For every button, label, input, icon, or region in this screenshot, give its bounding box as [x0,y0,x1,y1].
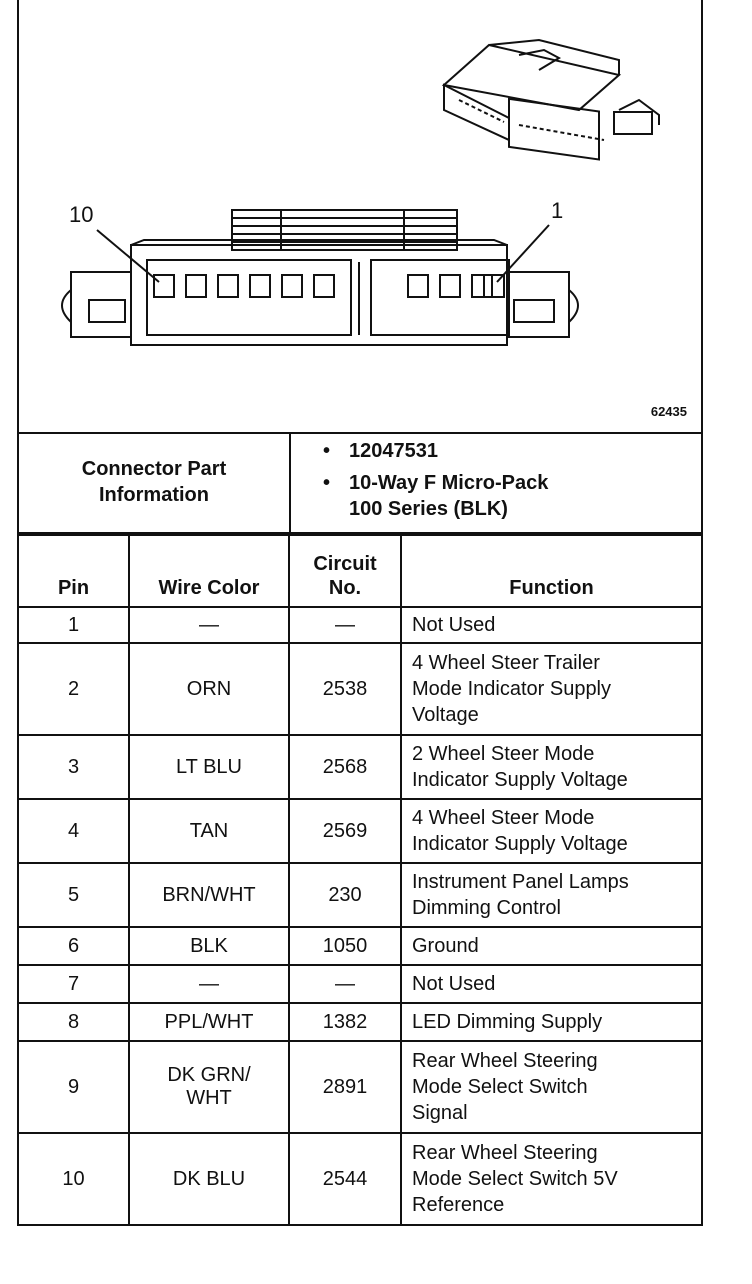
connector-figure [19,0,701,434]
pin-cell: 5 [19,863,129,927]
table-row [19,799,701,863]
connector-description: 10-Way F Micro-Pack 100 Series (BLK) [349,472,549,520]
circuit-cell: — [289,965,401,1003]
connector-sheet [17,0,703,1226]
pin-10-leader [97,230,159,282]
header-function: Function [401,535,701,607]
connector-drawing [19,0,701,432]
table-row [19,863,701,927]
pin-1-leader [497,225,549,282]
function-cell: Rear Wheel Steering Mode Select Switch 5V Reference [401,1133,701,1225]
pin-cell: 10 [19,1133,129,1225]
pin-cell: 2 [19,643,129,735]
connector-part-info [19,432,701,534]
connector-info-label [19,432,291,532]
table-row [19,643,701,735]
pin-cell: 4 [19,799,129,863]
header-circuit-no: Circuit No. [289,535,401,607]
table-header-row [19,535,701,607]
wire-color-cell: — [129,965,289,1003]
table-row [19,607,701,643]
wire-color-cell: DK BLU [129,1133,289,1225]
wire-color-cell: ORN [129,643,289,735]
function-cell: Ground [401,927,701,965]
connector-info-label-text: Connector Part Information [81,458,227,506]
circuit-cell: 2538 [289,643,401,735]
circuit-cell: 230 [289,863,401,927]
wire-color-cell: DK GRN/ WHT [129,1041,289,1133]
function-cell: Instrument Panel Lamps Dimming Control [401,863,701,927]
pin-cell: 6 [19,927,129,965]
part-number-item [309,438,699,464]
figure-number: 62435 [650,404,687,419]
wire-color-cell: BRN/WHT [129,863,289,927]
table-row [19,1133,701,1225]
pinout-table [19,534,701,1226]
function-cell: 4 Wheel Steer Mode Indicator Supply Voltage [401,799,701,863]
pin-cell: 3 [19,735,129,799]
pin-1-label: 1 [551,198,564,223]
table-row [19,927,701,965]
pin-cavities [154,275,504,297]
connector-description-item [309,470,699,522]
part-number: 12047531 [349,440,438,462]
connector-info-details [309,438,699,522]
table-row [19,1003,701,1041]
wire-color-cell: BLK [129,927,289,965]
circuit-cell: 1382 [289,1003,401,1041]
pin-cell: 8 [19,1003,129,1041]
pin-10-label: 10 [69,202,94,227]
function-cell: Not Used [401,607,701,643]
pin-cell: 9 [19,1041,129,1133]
bullet-icon: • [323,440,331,462]
header-pin: Pin [19,535,129,607]
header-wire-color: Wire Color [129,535,289,607]
function-cell: 2 Wheel Steer Mode Indicator Supply Voltage [401,735,701,799]
table-row [19,965,701,1003]
wire-color-cell: PPL/WHT [129,1003,289,1041]
pin-cell: 1 [19,607,129,643]
circuit-cell: 1050 [289,927,401,965]
circuit-cell: — [289,607,401,643]
circuit-cell: 2891 [289,1041,401,1133]
table-row [19,1041,701,1133]
wire-color-cell: TAN [129,799,289,863]
function-cell: Not Used [401,965,701,1003]
circuit-cell: 2569 [289,799,401,863]
wire-color-cell: LT BLU [129,735,289,799]
circuit-cell: 2568 [289,735,401,799]
function-cell: Rear Wheel Steering Mode Select Switch Signal [401,1041,701,1133]
circuit-cell: 2544 [289,1133,401,1225]
function-cell: LED Dimming Supply [401,1003,701,1041]
connector-iso-view [444,40,659,160]
pin-cell: 7 [19,965,129,1003]
bullet-icon: • [323,472,331,494]
table-row [19,735,701,799]
wire-color-cell: — [129,607,289,643]
function-cell: 4 Wheel Steer Trailer Mode Indicator Supply Voltage [401,643,701,735]
